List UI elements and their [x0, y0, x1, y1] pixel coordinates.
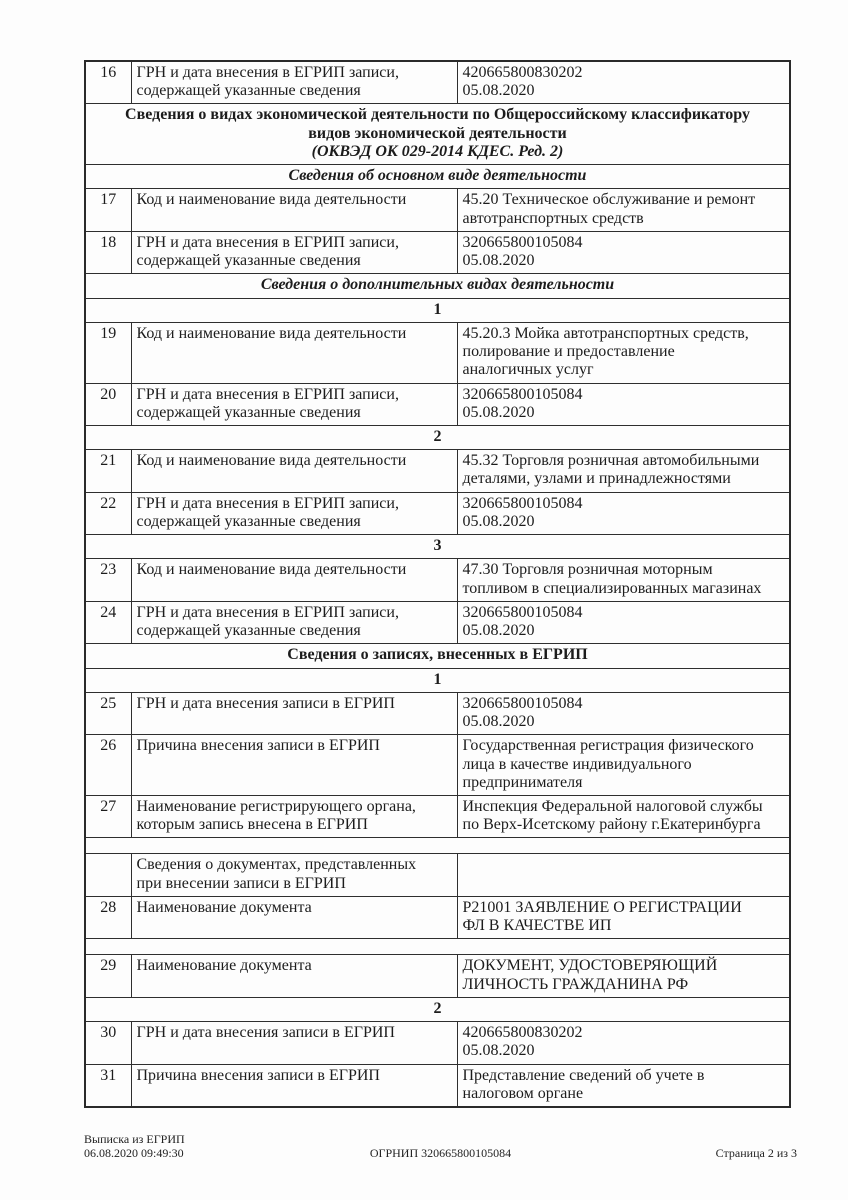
row-value-line: 320665800105084	[462, 494, 583, 512]
row-label-line: содержащей указанные сведения	[136, 622, 361, 640]
row-label-line: ГРН и дата внесения записи в ЕГРИП	[136, 1024, 395, 1042]
row-number: 18	[85, 231, 131, 273]
row-number: 23	[85, 559, 131, 601]
row-label-line: Код и наименование вида деятельности	[136, 452, 407, 470]
row-label-line: ГРН и дата внесения в ЕГРИП записи,	[136, 64, 399, 81]
row-label-line: ГРН и дата внесения в ЕГРИП записи,	[136, 603, 399, 621]
row-label-line: Код и наименование вида деятельности	[136, 191, 407, 209]
section-title-line: Сведения о видах экономической деятельности по Общероссийскому классификатору	[125, 106, 750, 124]
row-value-line: ДОКУМЕНТ, УДОСТОВЕРЯЮЩИЙ	[462, 957, 718, 975]
row-value	[457, 692, 790, 734]
row-value-line: 45.32 Торговля розничная автомобильными	[462, 452, 760, 470]
table-row	[85, 450, 790, 492]
spacer-row	[85, 939, 790, 955]
row-value	[457, 795, 790, 837]
section-title	[91, 276, 784, 294]
row-label-line: Наименование документа	[136, 898, 312, 916]
row-value	[457, 1064, 790, 1107]
row-number: 20	[85, 383, 131, 425]
row-label	[131, 854, 457, 896]
row-label-line: ГРН и дата внесения в ЕГРИП записи,	[136, 385, 399, 403]
row-value-line: Государственная регистрация физического	[462, 737, 754, 755]
table-row	[85, 559, 790, 601]
row-number: 31	[85, 1064, 131, 1107]
row-label-line: Причина внесения записи в ЕГРИП	[136, 1066, 380, 1084]
section-title	[91, 167, 784, 185]
row-value-line: 05.08.2020	[462, 252, 535, 270]
table-row	[85, 492, 790, 534]
row-value	[457, 492, 790, 534]
table-row	[85, 231, 790, 273]
section-title-line: Сведения о записях, внесенных в ЕГРИП	[287, 646, 588, 664]
row-label-line: Наименование документа	[136, 957, 312, 975]
row-value-line: 420665800830202	[462, 1024, 583, 1042]
row-number: 16	[85, 61, 131, 104]
row-label	[131, 231, 457, 273]
row-number: 25	[85, 692, 131, 734]
group-number-row	[85, 425, 790, 449]
row-value	[457, 322, 790, 383]
table-row	[85, 1064, 790, 1107]
row-value-line: 320665800105084	[462, 385, 583, 403]
row-number: 26	[85, 735, 131, 796]
row-value-line: лица в качестве индивидуального	[462, 755, 692, 773]
section-title	[91, 646, 784, 664]
row-value-line: 45.20.3 Мойка автотранспортных средств,	[462, 324, 749, 342]
row-value-line: Инспекция Федеральной налоговой службы	[462, 797, 763, 815]
group-number-row	[85, 997, 790, 1021]
footer-document-type	[84, 1132, 185, 1160]
table-row	[85, 854, 790, 896]
row-number: 22	[85, 492, 131, 534]
row-value-line: Представление сведений об учете в	[462, 1066, 705, 1084]
row-label-line: ГРН и дата внесения в ЕГРИП записи,	[136, 494, 399, 512]
table-row	[85, 692, 790, 734]
row-value	[457, 601, 790, 643]
footer-ogrnip: ОГРНИП 320665800105084	[369, 1145, 512, 1160]
group-number: 2	[85, 425, 790, 449]
section-header	[85, 104, 790, 165]
group-number: 2	[85, 997, 790, 1021]
row-number: 30	[85, 1022, 131, 1064]
row-label	[131, 383, 457, 425]
row-label	[131, 955, 457, 997]
row-label-line: ГРН и дата внесения в ЕГРИП записи,	[136, 233, 399, 251]
row-value-line: 05.08.2020	[462, 403, 535, 421]
section-title	[91, 106, 784, 142]
row-value-line: 320665800105084	[462, 603, 583, 621]
row-label	[131, 492, 457, 534]
row-value	[457, 1022, 790, 1064]
row-label	[131, 1064, 457, 1107]
section-header	[85, 644, 790, 668]
table-row	[85, 322, 790, 383]
row-value-line: аналогичных услуг	[462, 361, 594, 379]
row-label-line: содержащей указанные сведения	[136, 82, 361, 100]
section-header-row	[85, 104, 790, 165]
row-label-line: содержащей указанные сведения	[136, 252, 361, 270]
table-row	[85, 1022, 790, 1064]
group-number: 3	[85, 535, 790, 559]
row-label	[131, 189, 457, 231]
row-value-line: 320665800105084	[462, 233, 583, 251]
row-value-line: топливом в специализированных магазинах	[462, 579, 762, 597]
row-value-line: по Верх-Исетскому району г.Екатеринбурга	[462, 816, 761, 834]
row-label	[131, 61, 457, 104]
egrip-table	[84, 60, 791, 1108]
row-value	[457, 450, 790, 492]
row-label	[131, 322, 457, 383]
section-header-row	[85, 274, 790, 298]
row-label	[131, 795, 457, 837]
row-value-line: полирование и предоставление	[462, 343, 675, 361]
table-row	[85, 61, 790, 104]
row-label	[131, 896, 457, 938]
group-number-row	[85, 668, 790, 692]
row-number: 19	[85, 322, 131, 383]
footer-extract-datetime: 06.08.2020 09:49:30	[84, 1145, 184, 1160]
table-row	[85, 735, 790, 796]
row-label-line: Наименование регистрирующего органа,	[136, 797, 416, 815]
row-value	[457, 735, 790, 796]
row-value	[457, 854, 790, 896]
section-title-line: видов экономической деятельности	[308, 124, 567, 142]
table-row	[85, 601, 790, 643]
row-value-line: 05.08.2020	[462, 622, 535, 640]
row-label	[131, 601, 457, 643]
footer-page-number: Страница 2 из 3	[715, 1145, 797, 1160]
egrip-table-body	[85, 61, 790, 1107]
row-value-line: 320665800105084	[462, 694, 583, 712]
row-value-line: 05.08.2020	[462, 1042, 535, 1060]
row-number: 17	[85, 189, 131, 231]
table-row	[85, 955, 790, 997]
row-value-line: Р21001 ЗАЯВЛЕНИЕ О РЕГИСТРАЦИИ	[462, 898, 742, 916]
row-value-line: автотранспортных средств	[462, 209, 644, 227]
row-label-line: ГРН и дата внесения записи в ЕГРИП	[136, 694, 395, 712]
table-row	[85, 795, 790, 837]
row-value-line: 420665800830202	[462, 64, 583, 81]
row-value	[457, 189, 790, 231]
row-label-line: содержащей указанные сведения	[136, 512, 361, 530]
row-label	[131, 559, 457, 601]
row-label-line: Код и наименование вида деятельности	[136, 561, 407, 579]
row-number	[85, 854, 131, 896]
row-value-line: деталями, узлами и принадлежностями	[462, 470, 731, 488]
section-header	[85, 274, 790, 298]
page-footer	[84, 1128, 797, 1160]
row-number: 21	[85, 450, 131, 492]
section-header-row	[85, 644, 790, 668]
spacer-cell	[85, 838, 790, 854]
group-number: 1	[85, 668, 790, 692]
row-label	[131, 692, 457, 734]
row-label-line: Сведения о документах, представленных	[136, 856, 417, 874]
group-number: 1	[85, 298, 790, 322]
row-value-line: 47.30 Торговля розничная моторным	[462, 561, 713, 579]
row-value	[457, 383, 790, 425]
row-value-line: предпринимателя	[462, 773, 583, 791]
row-value-line: 05.08.2020	[462, 82, 535, 100]
row-value-line: 45.20 Техническое обслуживание и ремонт	[462, 191, 756, 209]
row-label	[131, 735, 457, 796]
row-label-line: содержащей указанные сведения	[136, 403, 361, 421]
row-number: 28	[85, 896, 131, 938]
section-title-line: Сведения о дополнительных видах деятельности	[260, 276, 615, 294]
row-value-line: ЛИЧНОСТЬ ГРАЖДАНИНА РФ	[462, 975, 689, 993]
row-value	[457, 231, 790, 273]
row-label-line: которым запись внесена в ЕГРИП	[136, 816, 368, 834]
section-header	[85, 165, 790, 189]
row-value	[457, 559, 790, 601]
row-number: 29	[85, 955, 131, 997]
row-value-line: ФЛ В КАЧЕСТВЕ ИП	[462, 917, 612, 935]
table-row	[85, 189, 790, 231]
row-label-line: Причина внесения записи в ЕГРИП	[136, 737, 380, 755]
row-label-line: при внесении записи в ЕГРИП	[136, 874, 346, 892]
group-number-row	[85, 535, 790, 559]
section-header-row	[85, 165, 790, 189]
section-subtitle: (ОКВЭД ОК 029-2014 КДЕС. Ред. 2)	[311, 142, 564, 160]
section-title-line: Сведения об основном виде деятельности	[288, 167, 587, 185]
group-number-row	[85, 298, 790, 322]
row-number: 24	[85, 601, 131, 643]
spacer-row	[85, 838, 790, 854]
spacer-cell	[85, 939, 790, 955]
row-value	[457, 955, 790, 997]
row-value	[457, 896, 790, 938]
row-label	[131, 450, 457, 492]
row-label	[131, 1022, 457, 1064]
footer-extract-label: Выписка из ЕГРИП	[84, 1131, 185, 1146]
row-value-line: налоговом органе	[462, 1084, 584, 1102]
row-label-line: Код и наименование вида деятельности	[136, 324, 407, 342]
row-value-line: 05.08.2020	[462, 512, 535, 530]
table-row	[85, 896, 790, 938]
row-number: 27	[85, 795, 131, 837]
row-value-line: 05.08.2020	[462, 713, 535, 731]
row-value	[457, 61, 790, 104]
table-row	[85, 383, 790, 425]
